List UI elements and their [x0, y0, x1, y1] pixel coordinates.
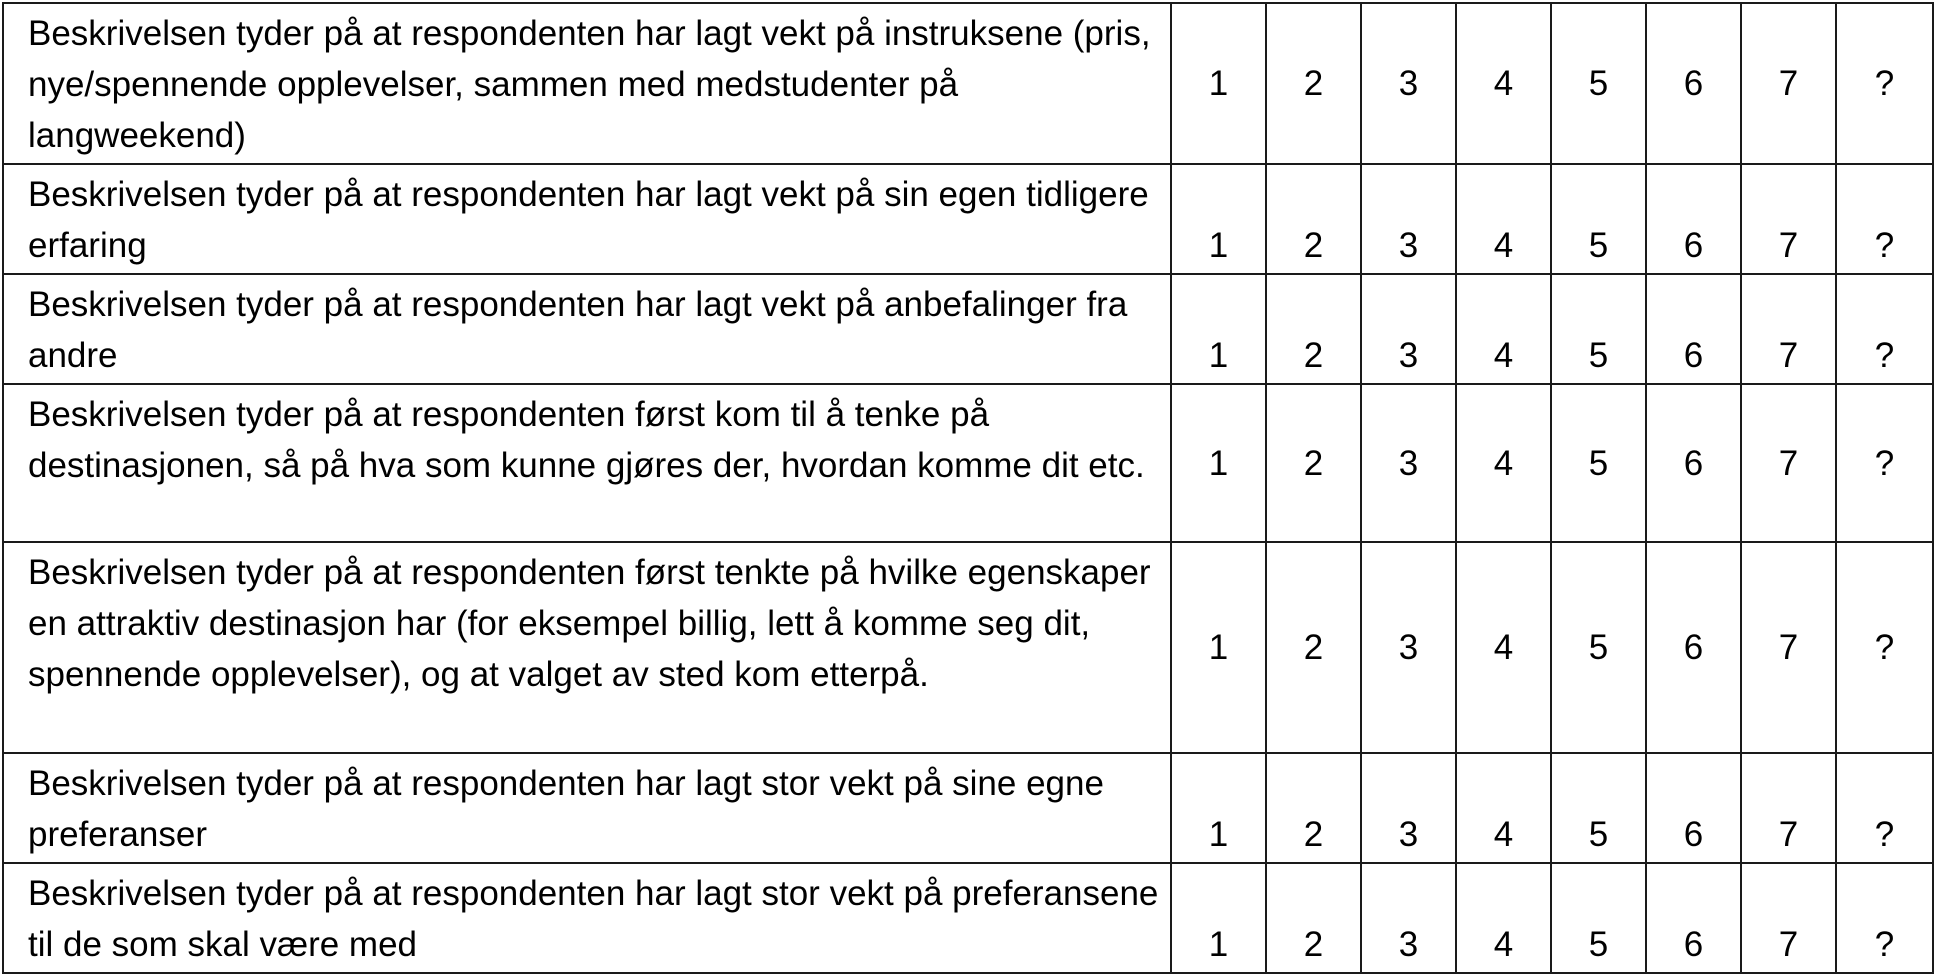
score-option-unknown[interactable]: ? — [1836, 542, 1933, 753]
score-option-6[interactable]: 6 — [1646, 753, 1741, 863]
score-option-6[interactable]: 6 — [1646, 3, 1741, 164]
statement-cell: Beskrivelsen tyder på at respondenten først kom til å tenke på destinasjonen, så på hva som kunne gjøres der, hvordan komme dit etc. — [3, 384, 1171, 542]
score-option-3[interactable]: 3 — [1361, 753, 1456, 863]
score-option-6[interactable]: 6 — [1646, 274, 1741, 384]
score-option-2[interactable]: 2 — [1266, 3, 1361, 164]
statement-cell: Beskrivelsen tyder på at respondenten har lagt vekt på sin egen tidligere erfaring — [3, 164, 1171, 274]
score-option-5[interactable]: 5 — [1551, 3, 1646, 164]
score-option-7[interactable]: 7 — [1741, 274, 1836, 384]
score-option-7[interactable]: 7 — [1741, 3, 1836, 164]
score-option-unknown[interactable]: ? — [1836, 164, 1933, 274]
table-row — [3, 384, 1933, 542]
score-option-2[interactable]: 2 — [1266, 542, 1361, 753]
score-option-3[interactable]: 3 — [1361, 274, 1456, 384]
score-option-2[interactable]: 2 — [1266, 164, 1361, 274]
table-row — [3, 274, 1933, 384]
score-option-5[interactable]: 5 — [1551, 164, 1646, 274]
table-row — [3, 863, 1933, 973]
score-option-unknown[interactable]: ? — [1836, 753, 1933, 863]
score-option-1[interactable]: 1 — [1171, 863, 1266, 973]
score-option-4[interactable]: 4 — [1456, 164, 1551, 274]
score-option-6[interactable]: 6 — [1646, 542, 1741, 753]
score-option-1[interactable]: 1 — [1171, 3, 1266, 164]
table-row — [3, 753, 1933, 863]
score-option-1[interactable]: 1 — [1171, 542, 1266, 753]
score-option-6[interactable]: 6 — [1646, 863, 1741, 973]
score-option-4[interactable]: 4 — [1456, 3, 1551, 164]
score-option-2[interactable]: 2 — [1266, 274, 1361, 384]
score-option-3[interactable]: 3 — [1361, 384, 1456, 542]
score-option-5[interactable]: 5 — [1551, 542, 1646, 753]
score-option-2[interactable]: 2 — [1266, 753, 1361, 863]
score-option-5[interactable]: 5 — [1551, 384, 1646, 542]
score-option-3[interactable]: 3 — [1361, 542, 1456, 753]
score-option-2[interactable]: 2 — [1266, 384, 1361, 542]
score-option-6[interactable]: 6 — [1646, 164, 1741, 274]
score-option-7[interactable]: 7 — [1741, 863, 1836, 973]
statement-cell: Beskrivelsen tyder på at respondenten har lagt stor vekt på sine egne preferanser — [3, 753, 1171, 863]
score-option-4[interactable]: 4 — [1456, 753, 1551, 863]
score-option-unknown[interactable]: ? — [1836, 274, 1933, 384]
score-option-1[interactable]: 1 — [1171, 753, 1266, 863]
score-option-1[interactable]: 1 — [1171, 164, 1266, 274]
score-option-4[interactable]: 4 — [1456, 542, 1551, 753]
statement-cell: Beskrivelsen tyder på at respondenten har lagt stor vekt på preferansene til de som skal være med — [3, 863, 1171, 973]
table-row — [3, 3, 1933, 164]
statement-cell: Beskrivelsen tyder på at respondenten først tenkte på hvilke egenskaper en attraktiv destinasjon har (for eksempel billig, lett å komme seg dit, spennende opplevelser), og at valget av sted kom etterpå. — [3, 542, 1171, 753]
score-option-unknown[interactable]: ? — [1836, 3, 1933, 164]
score-option-7[interactable]: 7 — [1741, 753, 1836, 863]
score-option-3[interactable]: 3 — [1361, 3, 1456, 164]
score-option-4[interactable]: 4 — [1456, 863, 1551, 973]
score-option-1[interactable]: 1 — [1171, 274, 1266, 384]
score-option-4[interactable]: 4 — [1456, 384, 1551, 542]
score-option-7[interactable]: 7 — [1741, 164, 1836, 274]
statement-cell: Beskrivelsen tyder på at respondenten har lagt vekt på instruksene (pris, nye/spennende opplevelser, sammen med medstudenter på langweekend) — [3, 3, 1171, 164]
score-option-4[interactable]: 4 — [1456, 274, 1551, 384]
rating-table — [2, 2, 1934, 974]
table-row — [3, 164, 1933, 274]
score-option-5[interactable]: 5 — [1551, 863, 1646, 973]
table-row — [3, 542, 1933, 753]
score-option-5[interactable]: 5 — [1551, 753, 1646, 863]
score-option-1[interactable]: 1 — [1171, 384, 1266, 542]
score-option-unknown[interactable]: ? — [1836, 384, 1933, 542]
statement-cell: Beskrivelsen tyder på at respondenten har lagt vekt på anbefalinger fra andre — [3, 274, 1171, 384]
score-option-2[interactable]: 2 — [1266, 863, 1361, 973]
score-option-7[interactable]: 7 — [1741, 384, 1836, 542]
score-option-3[interactable]: 3 — [1361, 863, 1456, 973]
score-option-unknown[interactable]: ? — [1836, 863, 1933, 973]
score-option-6[interactable]: 6 — [1646, 384, 1741, 542]
score-option-7[interactable]: 7 — [1741, 542, 1836, 753]
score-option-3[interactable]: 3 — [1361, 164, 1456, 274]
score-option-5[interactable]: 5 — [1551, 274, 1646, 384]
